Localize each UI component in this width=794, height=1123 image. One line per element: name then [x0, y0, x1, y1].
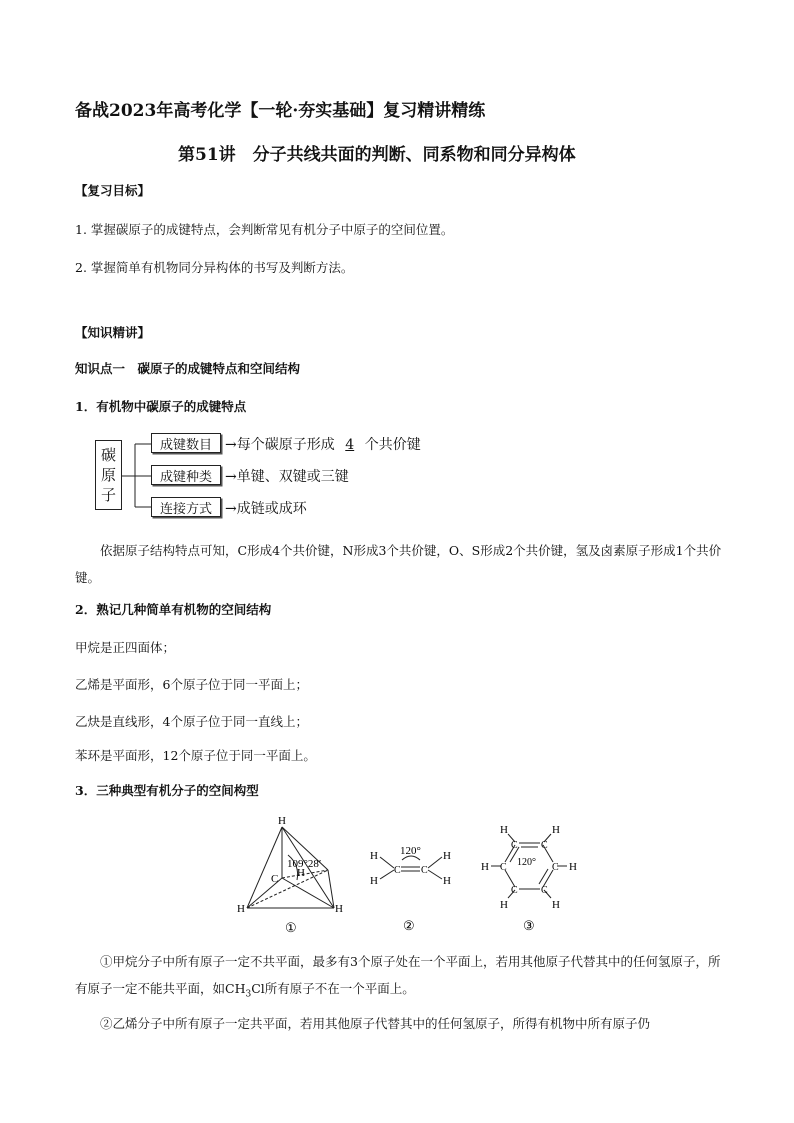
bracket-lines: [122, 440, 152, 512]
benzene-h: H: [569, 861, 577, 873]
benzene-h: H: [481, 861, 489, 873]
connection-box: 连接方式: [151, 497, 221, 517]
bond-type-text: 单键、双键或三键: [236, 469, 349, 485]
ethylene-h: H: [370, 850, 378, 862]
benzene-h: H: [552, 824, 560, 836]
benzene-label: ③: [523, 918, 535, 932]
ethylene-h: H: [370, 875, 378, 887]
benzene-c: C: [541, 885, 548, 896]
methane-h-left: H: [237, 903, 245, 915]
structure-line: 乙烯是平面形，6个原子位于同一平面上；: [75, 677, 308, 692]
benzene-h: H: [500, 899, 508, 911]
benzene-c: C: [500, 862, 507, 873]
methane-paragraph-tail: Cl所有原子不在一个平面上。: [251, 981, 415, 996]
methane-h-top: H: [278, 815, 286, 827]
ethylene-c: C: [394, 865, 401, 876]
benzene-c: C: [552, 862, 559, 873]
review-heading: 【复习目标】: [75, 183, 151, 198]
lecture-subtitle: 第51讲 分子共线共面的判断、同系物和同分异构体: [178, 145, 576, 165]
bond-count-blank: 4: [345, 437, 355, 453]
ethylene-figure: [368, 832, 463, 932]
root-char: 子: [100, 486, 116, 504]
structure-line: 乙炔是直线形，4个原子位于同一直线上；: [75, 714, 308, 729]
arrow-icon: →: [225, 469, 237, 485]
benzene-c: C: [511, 840, 518, 851]
root-char: 原: [100, 466, 116, 484]
ethylene-angle: 120°: [400, 845, 421, 857]
section-1-title: 1．有机物中碳原子的成键特点: [75, 399, 247, 414]
knowledge-heading: 【知识精讲】: [75, 325, 151, 340]
connection-text: 成链或成环: [236, 501, 307, 517]
subscript: 3: [245, 989, 252, 1000]
root-char: 碳: [100, 446, 116, 464]
methane-paragraph: [75, 948, 725, 1009]
methane-h-back: H: [297, 867, 305, 879]
review-item-2: 2. 掌握简单有机物同分异构体的书写及判断方法。: [75, 260, 354, 275]
document-title: 备战2023年高考化学【一轮·夯实基础】复习精讲精练: [75, 101, 486, 121]
methane-angle: 109°28′: [287, 858, 322, 870]
review-item-1: 1. 掌握碳原子的成键特点，会判断常见有机分子中原子的空间位置。: [75, 222, 454, 237]
structure-line: 苯环是平面形，12个原子位于同一平面上。: [75, 748, 316, 763]
benzene-angle: 120°: [517, 857, 536, 868]
bond-count-suffix: 个共价键: [364, 437, 421, 453]
section-1-paragraph: 依据原子结构特点可知，C形成4个共价键，N形成3个共价键，O、S形成2个共价键，氢及卤素原子形成1个共价键。: [75, 543, 722, 585]
ethylene-h: H: [443, 850, 451, 862]
benzene-c: C: [541, 840, 548, 851]
methane-paragraph-text: ①甲烷分子中所有原子一定不共平面，最多有3个原子处在一个平面上，若用其他原子代替其中的任何氢原子，所有原子一定不能共平面，如CH: [75, 954, 721, 996]
ethylene-label: ②: [403, 918, 415, 932]
bond-count-text: 每个碳原子形成: [236, 437, 335, 453]
ethylene-c: C: [421, 865, 428, 876]
methane-h-right: H: [335, 903, 343, 915]
methane-c: C: [271, 873, 279, 885]
benzene-h: H: [500, 824, 508, 836]
knowledge-point-1: 知识点一 碳原子的成键特点和空间结构: [75, 361, 301, 376]
bond-type-box: 成键种类: [151, 465, 221, 485]
benzene-figure: [475, 818, 590, 932]
arrow-icon: →: [225, 437, 237, 453]
benzene-c: C: [511, 885, 518, 896]
carbon-atom-box: [95, 440, 122, 510]
methane-figure: [225, 810, 365, 935]
benzene-h: H: [552, 899, 560, 911]
section-2-title: 2．熟记几种简单有机物的空间结构: [75, 602, 272, 617]
section-3-title: 3．三种典型有机分子的空间构型: [75, 783, 259, 798]
ethylene-h: H: [443, 875, 451, 887]
arrow-icon: →: [225, 501, 237, 517]
methane-label: ①: [285, 920, 297, 935]
ethylene-paragraph: ②乙烯分子中所有原子一定共平面，若用其他原子代替其中的任何氢原子，所得有机物中所有原子仍: [100, 1016, 651, 1031]
structure-line: 甲烷是正四面体；: [75, 640, 176, 655]
bond-count-box: 成键数目: [151, 433, 221, 453]
